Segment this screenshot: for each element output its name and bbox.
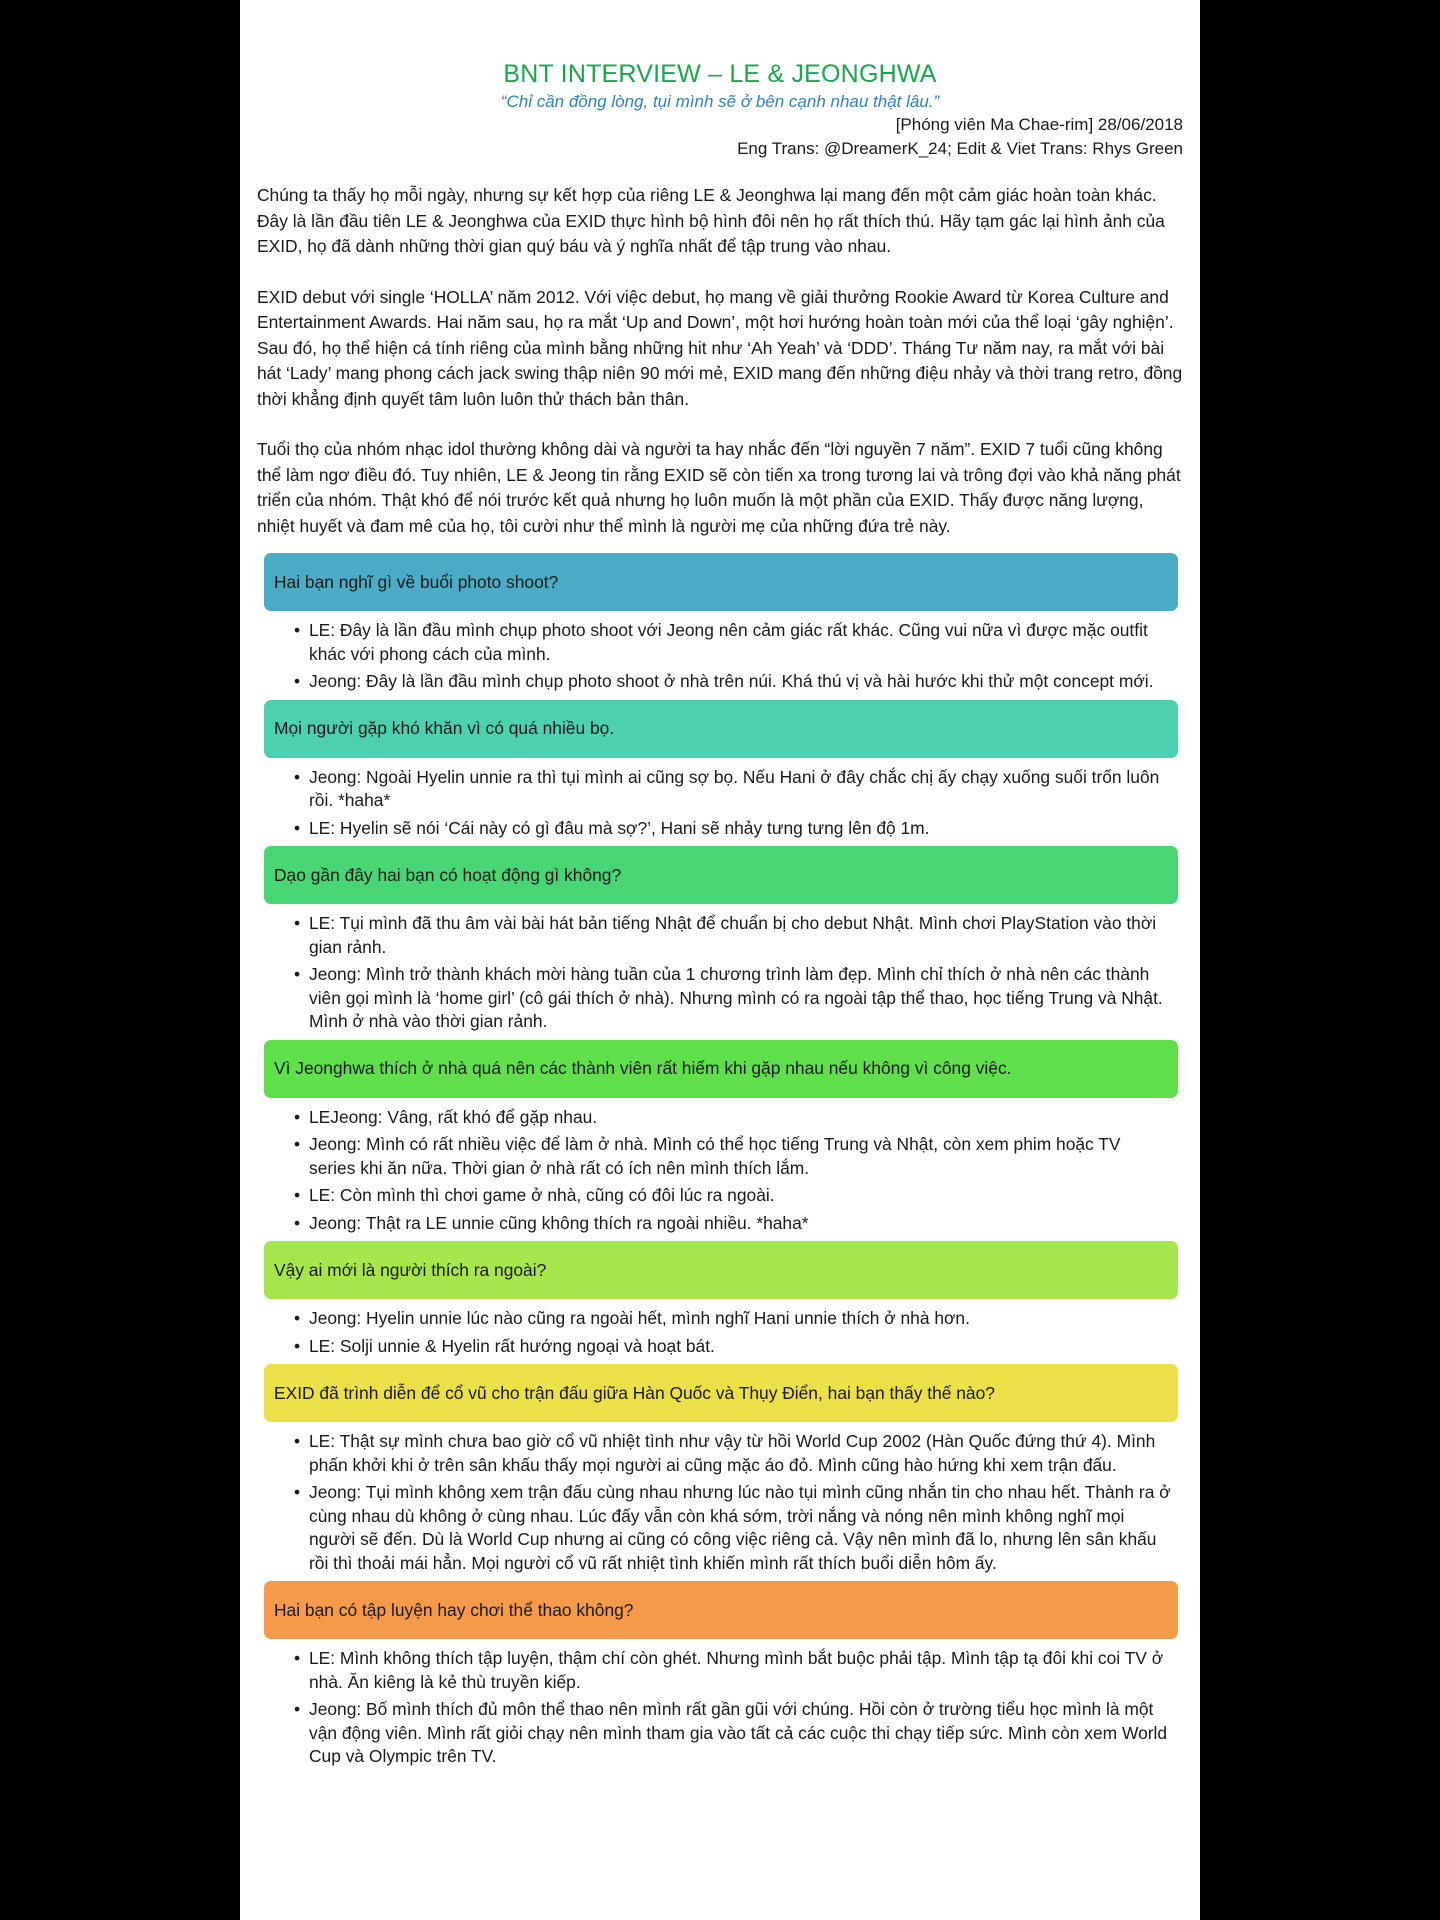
question-banner	[264, 553, 1178, 611]
question-text: Vậy ai mới là người thích ra ngoài?	[274, 1259, 547, 1280]
question-text: Mọi người gặp khó khăn vì có quá nhiều bọ.	[274, 718, 615, 738]
qa-block	[257, 1241, 1183, 1358]
qa-block	[257, 1040, 1183, 1236]
question-banner	[264, 1364, 1178, 1422]
qa-section	[257, 553, 1183, 1769]
answer-list	[257, 619, 1183, 694]
question-text: EXID đã trình diễn để cổ vũ cho trận đấu giữa Hàn Quốc và Thụy Điển, hai bạn thấy thế nào?	[274, 1382, 995, 1403]
intro-paragraph: Tuổi thọ của nhóm nhạc idol thường không dài và người ta hay nhắc đến “lời nguyền 7 năm”. EXID 7 tuổi cũng không thể làm ngơ điều đó. Tuy nhiên, LE & Jeong tin rằng EXID sẽ còn tiến xa trong tương lai và trông đợi vào khả năng phát triển của nhóm. Thật khó để nói trước kết quả nhưng họ luôn muốn là một phần của EXID. Thấy được năng lượng, nhiệt huyết và đam mê của họ, tôi cười như thể mình là người mẹ của những đứa trẻ này.	[257, 439, 1181, 536]
reporter-line: [Phóng viên Ma Chae-rim] 28/06/2018	[895, 115, 1183, 134]
answer-list	[257, 1307, 1183, 1358]
page-subtitle: “Chỉ cần đồng lòng, tụi mình sẽ ở bên cạnh nhau thật lâu.”	[500, 92, 940, 111]
answer-list	[257, 912, 1183, 1034]
answer-list	[257, 1430, 1183, 1575]
question-text: Hai bạn có tập luyện hay chơi thể thao không?	[274, 1599, 634, 1620]
answer-item: • Jeong: Bố mình thích đủ môn thể thao nên mình rất gần gũi với chúng. Hồi còn ở trường tiểu học mình là một vận động viên. Mình rất giỏi chạy nên mình tham gia vào tất cả các cuộc thi chạy tiếp sức. Mình còn xem World Cup và Olympic trên TV.	[294, 1698, 1171, 1769]
answer-item: • LE: Solji unnie & Hyelin rất hướng ngoại và hoạt bát.	[294, 1335, 1171, 1359]
document-page	[240, 0, 1200, 1920]
qa-block	[257, 1364, 1183, 1575]
answer-item: • LE: Mình không thích tập luyện, thậm chí còn ghét. Nhưng mình bắt buộc phải tập. Mình tập tạ đôi khi coi TV ở nhà. Ăn kiêng là kẻ thù truyền kiếp.	[294, 1647, 1171, 1694]
question-text: Vì Jeonghwa thích ở nhà quá nên các thành viên rất hiếm khi gặp nhau nếu không vì công việc.	[274, 1058, 1012, 1078]
question-banner	[264, 1581, 1178, 1639]
answer-item: • LEJeong: Vâng, rất khó để gặp nhau.	[294, 1106, 1171, 1130]
intro-paragraph: EXID debut với single ‘HOLLA’ năm 2012. Với việc debut, họ mang về giải thưởng Rookie Award từ Korea Culture and Entertainment Awards. Hai năm sau, họ ra mắt ‘Up and Down’, một hơi hướng hoàn toàn mới của thể loại ‘gây nghiện’. Sau đó, họ thể hiện cá tính riêng của mình bằng những hit như ‘Ah Yeah’ và ‘DDD’. Tháng Tư năm nay, ra mắt với bài hát ‘Lady’ mang phong cách jack swing thập niên 90 mới mẻ, EXID mang đến những điệu nhảy và thời trang retro, đồng thời khẳng định quyết tâm luôn luôn thử thách bản thân.	[257, 286, 1183, 409]
answer-list	[257, 1647, 1183, 1769]
answer-item: • Jeong: Tụi mình không xem trận đấu cùng nhau nhưng lúc nào tụi mình cũng nhắn tin cho nhau hết. Thành ra ở cùng nhau dù không ở cùng nhau. Lúc đấy vẫn còn khá sớm, trời nắng và nóng nên mình không nghĩ mọi người sẽ đến. Dù là World Cup nhưng ai cũng có công việc riêng cả. Vậy nên mình đã lo, nhưng lên sân khấu rồi thì thoải mái hẳn. Mọi người cổ vũ rất nhiệt tình khiến mình rất thích buổi diễn hôm ấy.	[294, 1481, 1171, 1575]
answer-item: • LE: Tụi mình đã thu âm vài bài hát bản tiếng Nhật để chuẩn bị cho debut Nhật. Mình chơi PlayStation vào thời gian rảnh.	[294, 912, 1171, 959]
answer-item: • Jeong: Hyelin unnie lúc nào cũng ra ngoài hết, mình nghĩ Hani unnie thích ở nhà hơn.	[294, 1307, 1171, 1331]
intro-section	[257, 183, 1183, 539]
qa-block	[257, 1581, 1183, 1769]
answer-item: • Jeong: Mình trở thành khách mời hàng tuần của 1 chương trình làm đẹp. Mình chỉ thích ở nhà nên các thành viên gọi mình là ‘home girl’ (cô gái thích ở nhà). Nhưng mình có ra ngoài tập thể thao, học tiếng Trung và Nhật. Mình ở nhà vào thời gian rảnh.	[294, 963, 1171, 1034]
answer-item: • Jeong: Mình có rất nhiều việc để làm ở nhà. Mình có thể học tiếng Trung và Nhật, còn xem phim hoặc TV series khi ăn nữa. Thời gian ở nhà rất có ích nên mình thích lắm.	[294, 1133, 1171, 1180]
answer-item: • Jeong: Ngoài Hyelin unnie ra thì tụi mình ai cũng sợ bọ. Nếu Hani ở đây chắc chị ấy chạy xuống suối trốn luôn rồi. *haha*	[294, 766, 1171, 813]
question-banner	[264, 700, 1178, 758]
question-banner	[264, 846, 1178, 904]
intro-paragraph: Chúng ta thấy họ mỗi ngày, nhưng sự kết hợp của riêng LE & Jeonghwa lại mang đến một cảm giác hoàn toàn khác. Đây là lần đầu tiên LE & Jeonghwa của EXID thực hình bộ hình đôi nên họ rất thích thú. Hãy tạm gác lại hình ảnh của EXID, họ đã dành những thời gian quý báu và ý nghĩa nhất để tập trung vào nhau.	[257, 185, 1165, 256]
qa-block	[257, 553, 1183, 694]
question-text: Hai bạn nghĩ gì về buổi photo shoot?	[274, 571, 559, 592]
question-banner	[264, 1040, 1178, 1098]
answer-list	[257, 1106, 1183, 1236]
answer-item: • LE: Thật sự mình chưa bao giờ cổ vũ nhiệt tình như vậy từ hồi World Cup 2002 (Hàn Quốc đứng thứ 4). Mình phấn khởi khi ở trên sân khấu thấy mọi người ai cũng mặc áo đỏ. Mình cũng hào hứng khi xem trận đấu.	[294, 1430, 1171, 1477]
answer-item: • Jeong: Đây là lần đầu mình chụp photo shoot ở nhà trên núi. Khá thú vị và hài hước khi thử một concept mới.	[294, 670, 1171, 694]
question-text: Dạo gần đây hai bạn có hoạt động gì không?	[274, 864, 622, 885]
answer-item: • LE: Hyelin sẽ nói ‘Cái này có gì đâu mà sợ?’, Hani sẽ nhảy tưng tưng lên độ 1m.	[294, 817, 1171, 841]
page-title: BNT INTERVIEW – LE & JEONGHWA	[503, 60, 937, 88]
qa-block	[257, 700, 1183, 841]
credits-line: Eng Trans: @DreamerK_24; Edit & Viet Trans: Rhys Green	[737, 139, 1183, 158]
qa-block	[257, 846, 1183, 1034]
answer-item: • Jeong: Thật ra LE unnie cũng không thích ra ngoài nhiều. *haha*	[294, 1212, 1171, 1236]
answer-item: • LE: Đây là lần đầu mình chụp photo shoot với Jeong nên cảm giác rất khác. Cũng vui nữa vì được mặc outfit khác với phong cách của mình.	[294, 619, 1171, 666]
question-banner	[264, 1241, 1178, 1299]
answer-item: • LE: Còn mình thì chơi game ở nhà, cũng có đôi lúc ra ngoài.	[294, 1184, 1171, 1208]
answer-list	[257, 766, 1183, 841]
